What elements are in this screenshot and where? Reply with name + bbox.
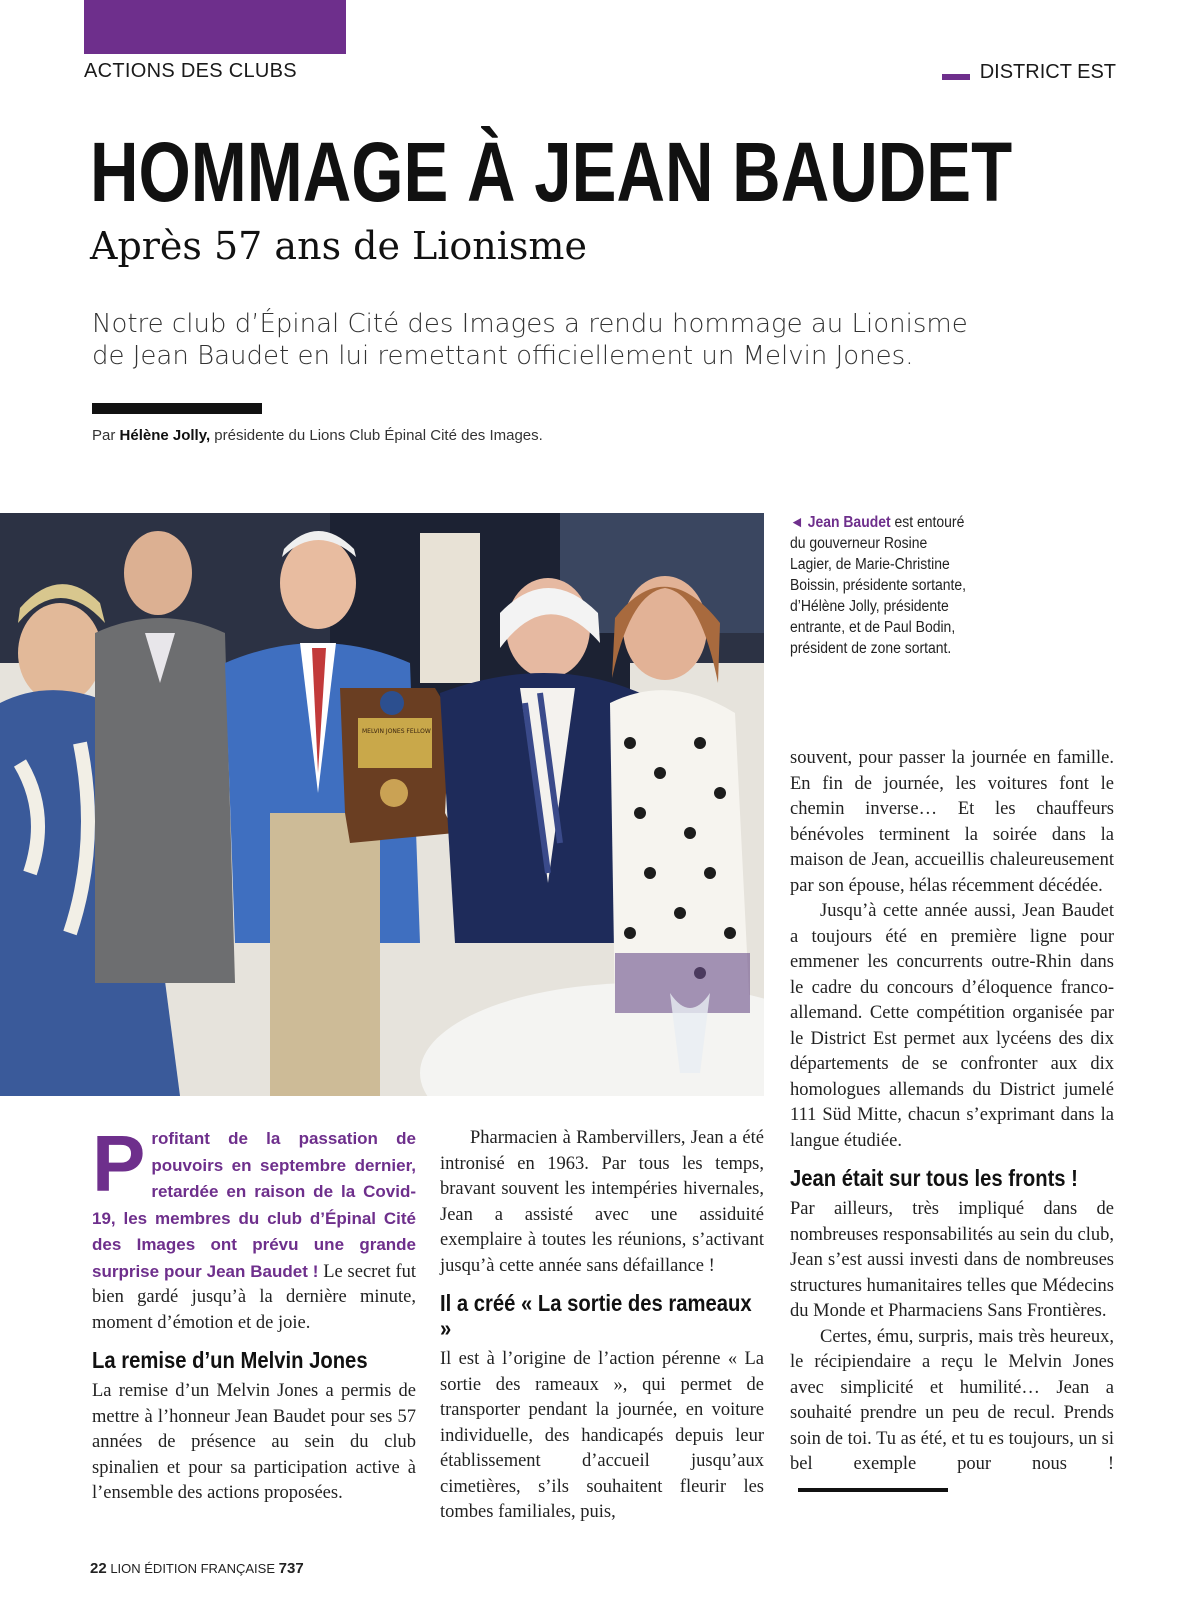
district-marker [942,74,970,80]
article-column-2 [440,1126,764,1526]
district-label [942,61,1116,84]
group-photo [0,513,764,1096]
paragraph-pharmacien: Pharmacien à Rambervillers, Jean a été intronisé en 1963. Par tous les temps, bravant souvent les intempéries hivernales, Jean a assisté avec une assiduité exemplaire à toutes les réunions, s’activant jusqu’à cette année sans défaillance ! [440,1128,764,1276]
article-column-3 [790,746,1114,1503]
district-text: DISTRICT EST [979,61,1116,83]
article-subtitle: Après 57 ans de Lionisme [90,224,587,268]
paragraph-melvin-jones: La remise d’un Melvin Jones a permis de mettre à l’honneur Jean Baudet pour ses 57 années de présence au sein du club spinalien et pour sa participation active à l’ensemble des actions proposées. [92,1381,416,1503]
paragraph-final [790,1325,1114,1504]
issue-number: 737 [278,1560,304,1577]
article-column-1 [92,1119,417,1507]
byline-author: Hélène Jolly, [119,427,211,444]
caption-text: est entouré du gouverneur Rosine Lagier, de Marie-Christine Boissin, présidente sortante, d’Hélène Jolly, présidente entrante, et de Paul Bodin, président de zone sortant. [790,514,967,657]
subhead-rameaux: Il a créé « La sortie des rameaux » [440,1290,752,1341]
magazine-name: LION ÉDITION FRANÇAISE [110,1561,276,1576]
paragraph-rameaux-continued: souvent, pour passer la journée en famille. En fin de journée, les voitures font le chemin inverse… Et les chauffeurs bénévoles terminent la soirée dans la maison de Jean, accueillis chaleureusement par son épouse, hélas récemment décédée. [790,748,1114,896]
subhead-melvin-jones: La remise d’un Melvin Jones [92,1347,368,1373]
page-number: 22 [90,1560,107,1577]
article-intro: Notre club d’Épinal Cité des Images a rendu hommage au Lionisme de Jean Baudet en lui remettant officiellement un Melvin Jones. [92,309,968,371]
section-label: ACTIONS DES CLUBS [84,60,297,82]
byline-prefix: Par [92,427,116,444]
section-color-bar [84,0,346,54]
photo-caption [790,512,970,659]
page-footer [90,1560,304,1577]
final-text: Certes, ému, surpris, mais très heureux, le récipiendaire a reçu le Melvin Jones avec simplicité et humilité… Jean a souhaité prendre un peu de recul. Prends soin de toi. Tu as été, et tu es toujours, un si bel exemple pour nous ! [790,1326,1114,1474]
paragraph-fronts: Par ailleurs, très impliqué dans de nombreuses responsabilités au sein du club, Jean s’est aussi investi dans de nombreuses structures humanitaires telles que Médecins du Monde et Pharmaciens Sans Frontières. [790,1199,1114,1321]
drop-cap: P [92,1119,146,1208]
end-rule [798,1488,948,1492]
plaque-title: MELVIN JONES FELLOW [362,728,431,735]
lead-paragraph [92,1119,417,1336]
paragraph-eloquence: Jusqu’à cette année aussi, Jean Baudet a toujours été en première ligne pour emmener les concurrents outre-Rhin dans le cadre du concours d’éloquence franco-allemand. Cette compétition organisée par le District Est permet aux lycéens des dix départements de se confronter aux dix homologues allemands du District jumelé 111 Süd Mitte, chacun s’exprimant dans la langue étudiée. [790,901,1114,1151]
group-photo-illustration [0,513,764,1096]
caption-name: Jean Baudet [807,514,891,531]
lead-text: rofitant de la passation de pouvoirs en septembre dernier, retardée en raison de la Covid-19, les membres du club d’Épinal Cité des Images ont prévu une grande surprise pour Jean Baudet ! [92,1129,416,1281]
lead-rest: Le secret fut bien gardé jusqu’à la dernière minute, moment d’émotion et de joie. [92,1261,417,1333]
melvin-jones-plaque [340,688,455,843]
byline [92,427,543,444]
caption-arrow-icon: ◄ [790,514,804,531]
byline-rule [92,403,262,414]
byline-role: présidente du Lions Club Épinal Cité des Images. [214,427,543,444]
subhead-fronts: Jean était sur tous les fronts ! [790,1165,1078,1191]
article-title: HOMMAGE À JEAN BAUDET [90,125,1013,219]
paragraph-rameaux: Il est à l’origine de l’action pérenne « La sortie des rameaux », qui permet de transporter pendant la journée, en voiture individuelle, des handicapés depuis leur établissement d’accueil jusqu’aux cimetières, s’ils souhaitent fleurir les tombes familiales, puis, [440,1349,764,1522]
